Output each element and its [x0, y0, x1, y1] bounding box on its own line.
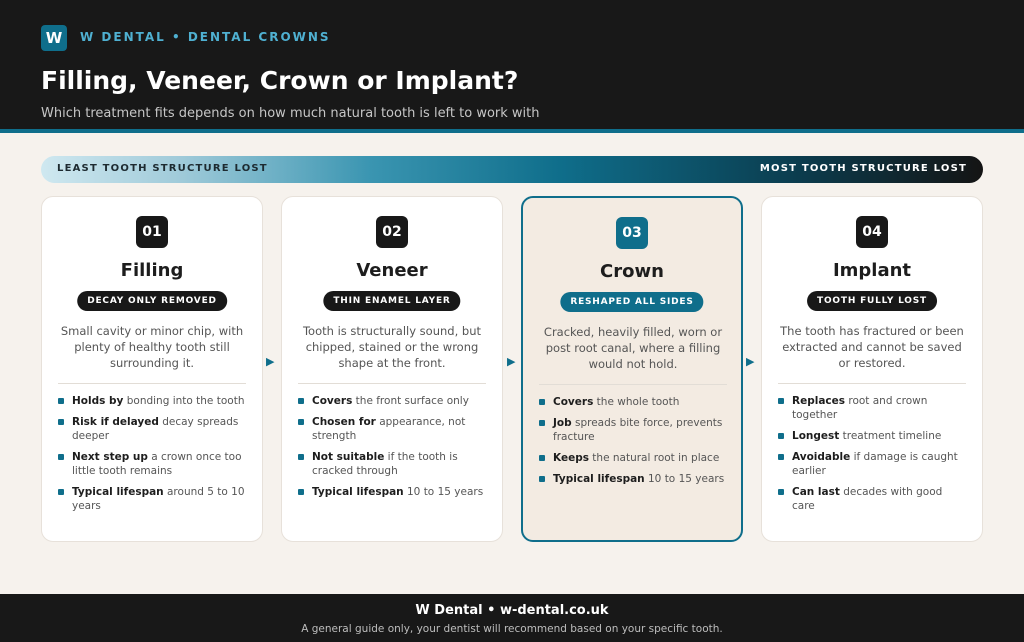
- card-number: 01: [136, 216, 168, 248]
- page-title: Filling, Veneer, Crown or Implant?: [41, 66, 519, 95]
- point-text: decay spreads deeper: [72, 416, 239, 442]
- list-item: [298, 394, 488, 408]
- list-item: [778, 485, 968, 513]
- scale-right-label: MOST TOOTH STRUCTURE LOST: [759, 163, 967, 174]
- point-text: 10 to 15 years: [403, 486, 484, 498]
- card-badge: THIN ENAMEL LAYER: [323, 291, 460, 311]
- treatment-card-implant: [761, 196, 983, 542]
- card-title: Crown: [600, 261, 664, 282]
- card-badge: TOOTH FULLY LOST: [807, 291, 937, 311]
- list-item: [298, 450, 488, 478]
- list-item: [58, 485, 248, 513]
- card-number: 02: [376, 216, 408, 248]
- list-item: [539, 472, 729, 486]
- treatment-card-veneer: [281, 196, 503, 542]
- list-item: [58, 450, 248, 478]
- point-bold: Risk if delayed: [72, 416, 159, 428]
- point-bold: Job: [553, 417, 572, 429]
- bullet-icon: [298, 398, 304, 404]
- point-text: a crown once too little tooth remains: [72, 451, 242, 477]
- point-bold: Longest: [792, 430, 840, 442]
- treatment-card-filling: [41, 196, 263, 542]
- footer-note: A general guide only, your dentist will recommend based on your specific tooth.: [301, 623, 723, 635]
- card-badge: DECAY ONLY REMOVED: [77, 291, 227, 311]
- footer-title: W Dental • w-dental.co.uk: [415, 603, 609, 618]
- bullet-icon: [298, 489, 304, 495]
- card-points: [539, 395, 729, 493]
- list-item: [778, 429, 968, 443]
- bullet-icon: [539, 476, 545, 482]
- point-bold: Typical lifespan: [72, 486, 164, 498]
- point-bold: Not suitable: [312, 451, 385, 463]
- bullet-icon: [778, 433, 784, 439]
- bullet-icon: [539, 455, 545, 461]
- bullet-icon: [58, 454, 64, 460]
- page-subtitle: Which treatment fits depends on how much natural tooth is left to work with: [41, 106, 540, 121]
- bullet-icon: [298, 419, 304, 425]
- point-text: appearance, not strength: [312, 416, 466, 442]
- list-item: [539, 416, 729, 444]
- bullet-icon: [539, 399, 545, 405]
- point-text: the whole tooth: [593, 396, 680, 408]
- point-bold: Avoidable: [792, 451, 851, 463]
- footer: [0, 594, 1024, 642]
- card-description: Cracked, heavily filled, worn or post root canal, where a filling would not hold.: [543, 325, 723, 371]
- list-item: [539, 451, 729, 465]
- triangle-right-icon: ▶: [746, 355, 755, 368]
- card-divider: [778, 383, 966, 384]
- card-description: Tooth is structurally sound, but chipped, stained or the wrong shape at the front.: [302, 324, 481, 370]
- bullet-icon: [298, 454, 304, 460]
- point-text: decades with good care: [792, 486, 943, 512]
- bullet-icon: [58, 419, 64, 425]
- list-item: [58, 394, 248, 408]
- list-item: [58, 415, 248, 443]
- card-divider: [539, 384, 727, 385]
- point-text: root and crown together: [792, 395, 928, 421]
- treatment-card-crown: [521, 196, 743, 542]
- point-bold: Covers: [312, 395, 353, 407]
- logo-icon: W: [41, 25, 67, 51]
- tooth-loss-scale: [41, 156, 983, 183]
- point-text: the front surface only: [352, 395, 469, 407]
- point-text: if damage is caught earlier: [792, 451, 958, 477]
- point-bold: Holds by: [72, 395, 124, 407]
- card-points: [58, 394, 248, 520]
- list-item: [778, 394, 968, 422]
- point-bold: Replaces: [792, 395, 846, 407]
- card-number: 03: [616, 217, 648, 249]
- point-bold: Can last: [792, 486, 840, 498]
- bullet-icon: [539, 420, 545, 426]
- point-text: spreads bite force, prevents fracture: [553, 417, 723, 443]
- list-item: [539, 395, 729, 409]
- point-text: if the tooth is cracked through: [312, 451, 458, 477]
- bullet-icon: [58, 398, 64, 404]
- header-divider: [0, 129, 1024, 133]
- point-bold: Typical lifespan: [553, 473, 645, 485]
- list-item: [298, 415, 488, 443]
- triangle-right-icon: ▶: [266, 355, 275, 368]
- point-text: bonding into the tooth: [123, 395, 245, 407]
- card-description: Small cavity or minor chip, with plenty of healthy tooth still surrounding it.: [60, 324, 244, 370]
- card-number: 04: [856, 216, 888, 248]
- card-divider: [298, 383, 486, 384]
- list-item: [298, 485, 488, 499]
- point-bold: Keeps: [553, 452, 589, 464]
- card-points: [298, 394, 488, 506]
- triangle-right-icon: ▶: [507, 355, 516, 368]
- card-description: The tooth has fractured or been extracted and cannot be saved or restored.: [780, 324, 964, 370]
- point-bold: Covers: [553, 396, 594, 408]
- scale-left-label: LEAST TOOTH STRUCTURE LOST: [57, 163, 268, 174]
- brand-label: W DENTAL • DENTAL CROWNS: [80, 30, 331, 44]
- card-title: Veneer: [356, 260, 428, 281]
- bullet-icon: [778, 489, 784, 495]
- card-divider: [58, 383, 246, 384]
- point-bold: Chosen for: [312, 416, 376, 428]
- point-text: around 5 to 10 years: [72, 486, 245, 512]
- point-text: the natural root in place: [588, 452, 720, 464]
- card-badge: RESHAPED ALL SIDES: [560, 292, 703, 312]
- point-bold: Typical lifespan: [312, 486, 404, 498]
- card-points: [778, 394, 968, 520]
- point-text: 10 to 15 years: [644, 473, 725, 485]
- card-title: Implant: [832, 260, 912, 281]
- point-text: treatment timeline: [839, 430, 942, 442]
- point-bold: Next step up: [72, 451, 148, 463]
- bullet-icon: [58, 489, 64, 495]
- list-item: [778, 450, 968, 478]
- header: [0, 0, 1024, 129]
- bullet-icon: [778, 454, 784, 460]
- card-title: Filling: [120, 260, 184, 281]
- bullet-icon: [778, 398, 784, 404]
